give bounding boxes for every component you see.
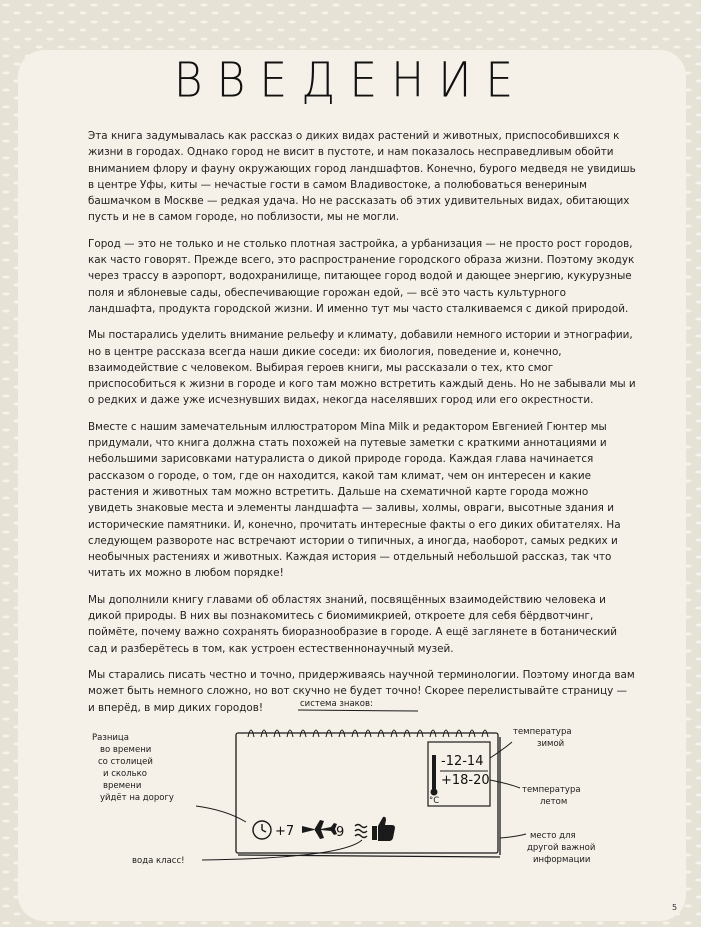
svg-text:и сколько: и сколько: [103, 769, 148, 779]
page-title: ВВЕДЕНИЕ: [173, 52, 528, 109]
svg-text:место для: место для: [530, 831, 576, 841]
clock-icon: [253, 821, 271, 839]
summer-temperature-note: [522, 785, 581, 807]
time-difference-note: [92, 733, 174, 803]
temperature-unit: °C: [429, 796, 440, 806]
arrow-to-summer: [490, 780, 520, 788]
winter-temperature-note: [513, 727, 572, 749]
paragraph: Мы старались писать честно и точно, придерживаясь научной терминологии. Поэтому иногда вам может быть немного сложно, но вот скучно не будет точно! Скорее перелистывайте страницу — и вперёд, в мир диких городов!: [88, 668, 635, 714]
svg-text:летом: летом: [540, 797, 568, 807]
water-note: вода класс!: [132, 856, 185, 866]
svg-text:Разница: Разница: [92, 733, 129, 743]
paragraph: Мы дополнили книгу главами об областях знаний, посвящённых взаимодействию человека и дикой природы. В них вы познакомитесь с биомимикрией, откроете для себя бёрдвотчинг, поймёте, почему важно сохранять биоразнообразие в городе. А ещё заглянете в ботанический сад и разберётесь в том, как устроен естественнонаучный музей.: [88, 593, 618, 655]
paragraph: Мы постарались уделить внимание рельефу и климату, добавили немного истории и этнографии, но в центре рассказа всегда наши дикие соседи: их биология, поведение и, конечно, взаимодействие с человеком. Выбирая героев книги, мы рассказали о тех, кто смог приспособиться к жизни в городе и кого там можно встретить каждый день. Но не забывали мы и о редких и даже уже исчезнувших видах, некогда населявших город или его окрестности.: [88, 329, 636, 407]
arrow-to-water: [202, 840, 362, 860]
svg-text:информации: информации: [533, 855, 591, 865]
paragraph: Город — это не только и не столько плотная застройка, а урбанизация — не просто рост городов, как часто говорят. Прежде всего, это распространение городского образа жизни. Поэтому экодук через трассу в аэропорт, водохранилище, питающее город водой и дающее энергию, кукурузные поля и яблоневые сады, обеспечивающие горожан едой, — всё это часть культурного ландшафта, продукта городской жизни. И именно тут мы часто сталкиваемся с дикой природой.: [88, 237, 635, 315]
intro-text: [88, 128, 636, 726]
thermometer-icon: [431, 755, 438, 796]
water-icon: [355, 825, 367, 838]
svg-text:температура: температура: [513, 727, 572, 737]
svg-text:температура: температура: [522, 785, 581, 795]
winter-temperature: -12-14: [441, 754, 484, 769]
svg-text:со столицей: со столицей: [98, 757, 153, 767]
svg-text:во времени: во времени: [100, 745, 152, 755]
page-number: 5: [672, 903, 678, 912]
arrow-to-other: [500, 834, 526, 838]
summer-temperature: +18-20: [441, 773, 490, 788]
flight-hours: 9: [336, 825, 345, 840]
svg-text:зимой: зимой: [537, 739, 565, 749]
other-info-note: [527, 831, 595, 865]
time-difference: +7: [275, 824, 295, 839]
legend-illustration: [0, 690, 701, 890]
airplane-icon: [302, 820, 337, 839]
legend-heading: система знаков:: [300, 699, 373, 709]
paragraph: Вместе с нашим замечательным иллюстратором Mina Milk и редактором Евгенией Гюнтер мы придумали, что книга должна стать похожей на путевые заметки с краткими аннотациями и небольшими зарисовками натуралиста о дикой природе города. Каждая глава начинается рассказом о городе, о том, где он находится, какой там климат, чем он интересен и какие растения и животных там можно встретить. Дальше на схематичной карте города можно увидеть знаковые места и элементы ландшафта — заливы, холмы, овраги, высотные здания и исторические памятники. И, конечно, прочитать интересные факты о его диких обитателях. На следующем развороте нас встречают истории о типичных, а иногда, наоборот, самых редких и необычных растениях и животных. Каждая история — отдельный небольшой рассказ, так что читать их можно в любом порядке!: [88, 420, 621, 580]
paragraph: Эта книга задумывалась как рассказ о диких видах растений и животных, приспособившихся к жизни в городах. Однако город не висит в пустоте, и нам показалось несправедливым обойти вниманием флору и фауну окружающих город ландшафтов. Конечно, бурого медведя не увидишь в центре Уфы, киты — нечастые гости в самом Владивостоке, а полюбоваться венериным башмачком в Москве — редкая удача. Но не рассказать об этих удивительных видах, обитающих пусть и не в самом городе, но поблизости, мы не могли.: [88, 130, 636, 224]
thumbs-up-icon: [372, 817, 395, 841]
arrow-to-winter: [490, 742, 512, 758]
svg-text:уйдёт на дорогу: уйдёт на дорогу: [100, 793, 174, 803]
svg-text:времени: времени: [103, 781, 142, 791]
arrow-to-clock: [196, 806, 246, 822]
svg-text:другой важной: другой важной: [527, 843, 596, 853]
